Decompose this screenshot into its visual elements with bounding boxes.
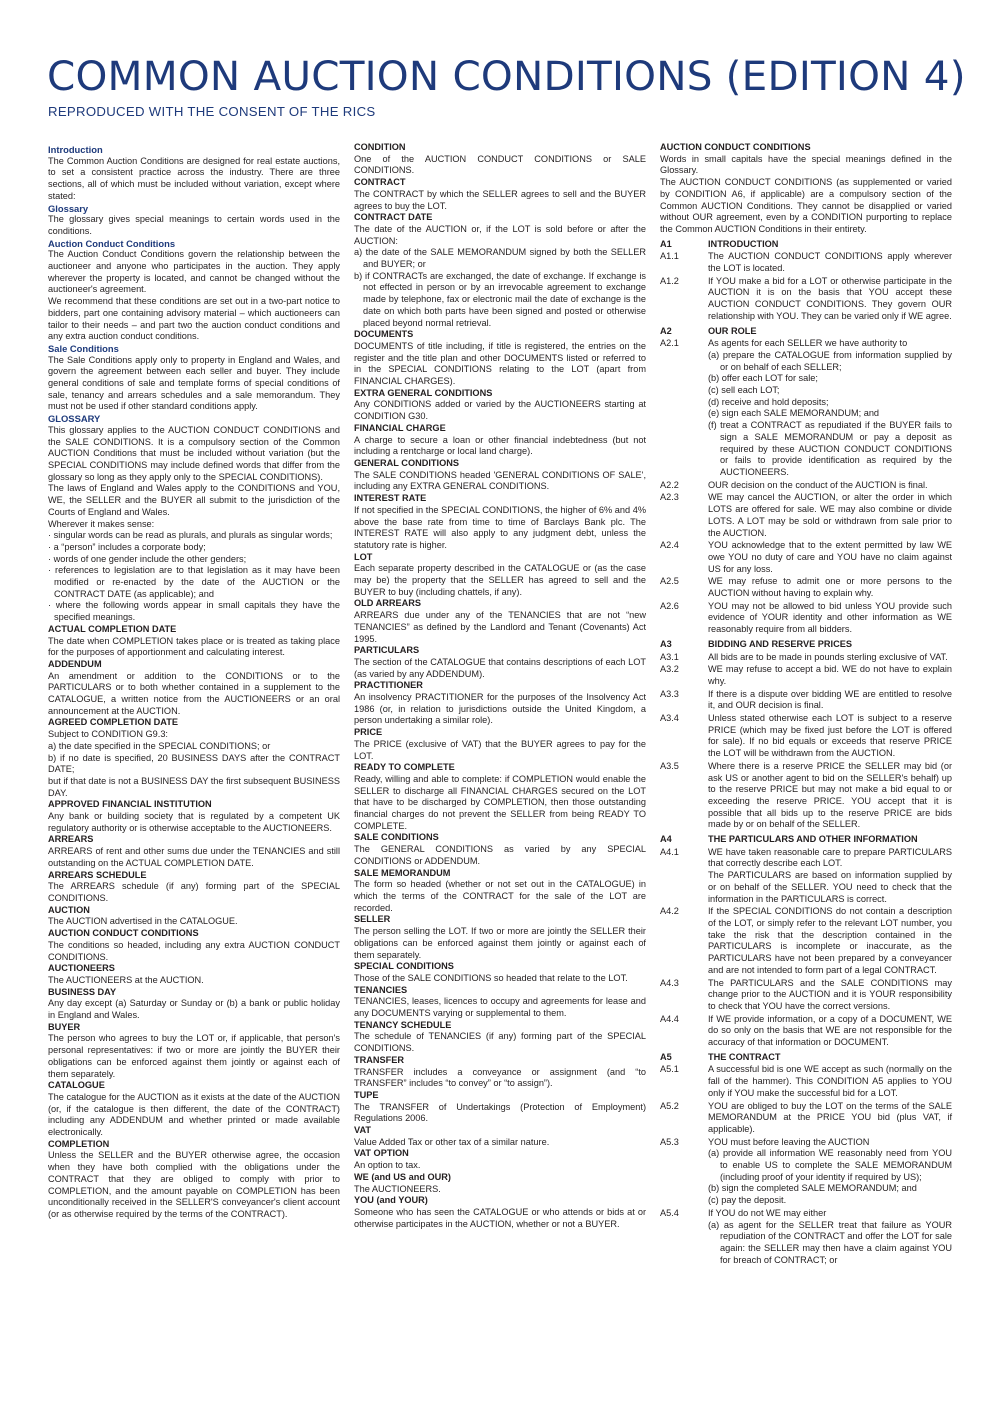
clause (660, 576, 952, 599)
glossary-definition: An amendment or addition to the CONDITIONS or to the PARTICULARS or to both whether contained in a supplement to the CATALOGUE, a written notice from the AUCTIONEERS or an oral announcement at the AUCTION. (48, 670, 340, 716)
clause (660, 761, 952, 831)
clause-number: A3.3 (660, 688, 679, 699)
clause-subitem: (d) receive and hold deposits; (708, 396, 829, 407)
clause-subitem: (b) offer each LOT for sale; (708, 373, 818, 384)
clause-text: If WE provide information, or a copy of a DOCUMENT, WE do so only on the basis that WE are not responsible for the accuracy of that information or DOCUMENT. (708, 1013, 952, 1048)
glossary-definition: Each separate property described in the CATALOGUE or (as the case may be) the property that the SELLER has agreed to sell and the BUYER to buy (including chattels, if any). (354, 563, 646, 597)
intro-acc-heading: Auction Conduct Conditions (48, 237, 176, 249)
page-title: COMMON AUCTION CONDITIONS (EDITION 4) (47, 52, 966, 100)
glossary-term: BUYER (48, 1021, 81, 1032)
clause-text: OUR ROLE (708, 325, 757, 336)
glossary-term: CONTRACT DATE (354, 212, 433, 223)
glossary-definition: Any day except (a) Saturday or Sunday or (b) a bank or public holiday in England and Wales. (48, 998, 340, 1021)
glossary-definition: The AUCTIONEERS at the AUCTION. (48, 974, 204, 985)
glossary-term: SALE MEMORANDUM (354, 867, 451, 878)
glossary-definition: ARREARS of rent and other sums due under the TENANCIES and still outstanding on the ACTUAL COMPLETION DATE. (48, 846, 340, 868)
glossary-definition-line: a) the date specified in the SPECIAL CONDITIONS; or (48, 740, 271, 751)
intro-acc-text: The Auction Conduct Conditions govern the relationship between the auctioneer and anyone who participates in the auction. They apply wherever the property is located, and cannot be changed without the auctioneer's agreement. (48, 249, 340, 295)
intro-sale-text: The Sale Conditions apply only to property in England and Wales, and govern the agreement between each seller and buyer. They include general conditions of sale and template forms of special conditions of sale, tenancy and arrears schedules and a sale memorandum. They must not be used if other standard conditions apply. (48, 354, 340, 412)
clause-text: THE PARTICULARS AND OTHER INFORMATION (708, 834, 918, 845)
glossary-term: CONDITION (354, 142, 406, 152)
glossary-term: AGREED COMPLETION DATE (48, 717, 178, 728)
clause (660, 713, 952, 760)
glossary-term: ACTUAL COMPLETION DATE (48, 623, 177, 634)
glossary-definition: The section of the CATALOGUE that contains descriptions of each LOT (as varied by any ADDENDUM). (354, 656, 646, 679)
glossary-definition: The person selling the LOT. If two or more are jointly the SELLER their obligations can be enforced against them jointly or against each of them separately. (354, 926, 646, 960)
clause (660, 652, 952, 664)
glossary-term: PARTICULARS (354, 645, 420, 656)
clause-number: A2.5 (660, 576, 679, 587)
glossary-definition: The conditions so headed, including any extra AUCTION CONDUCT CONDITIONS. (48, 939, 340, 962)
glossary-term: GENERAL CONDITIONS (354, 457, 459, 468)
glossary-term: TRANSFER (354, 1054, 405, 1065)
clause-subitem: (b) sign the completed SALE MEMORANDUM; and (708, 1183, 917, 1194)
glossary-term: ARREARS (48, 834, 94, 845)
clause-text: THE CONTRACT (708, 1051, 781, 1062)
clause (660, 978, 952, 1013)
clause-number: A2.1 (660, 338, 679, 349)
clause-subitem: (a) prepare the CATALOGUE from information supplied by or on behalf of each SELLER; (708, 349, 952, 372)
clause (660, 906, 952, 976)
glossary-definition: Any CONDITIONS added or varied by the AUCTIONEERS starting at CONDITION G30. (354, 399, 646, 422)
clause-number: A1.1 (660, 251, 679, 262)
glossary-term: TENANCY SCHEDULE (354, 1019, 452, 1030)
glossary-definition: TRANSFER includes a conveyance or assignment (and “to TRANSFER” includes “to convey” or “to assign”). (354, 1066, 646, 1089)
glossary-definition: Those of the SALE CONDITIONS so headed that relate to the LOT. (354, 972, 628, 983)
glossary-definition: The TRANSFER of Undertakings (Protection of Employment) Regulations 2006. (354, 1101, 646, 1124)
glossary-term: AUCTION (48, 904, 90, 915)
clause-number: A5.4 (660, 1207, 679, 1218)
clause (660, 847, 952, 870)
glossary-term: READY TO COMPLETE (354, 762, 455, 773)
clause-subitem: (f) treat a CONTRACT as repudiated if the BUYER fails to sign a SALE MEMORANDUM or pay a deposit as required by these AUCTION CONDUCT CONDITIONS or fails to provide identification as required by the AUCTIONEERS. (708, 420, 952, 477)
glossary-definition-line: b) if no date is specified, 20 BUSINESS DAYS after the CONTRACT DATE; (48, 752, 340, 775)
glossary-definition: If not specified in the SPECIAL CONDITIONS, the higher of 6% and 4% above the base rate from time to time of Barclays Bank plc. The INTEREST RATE will also apply to any judgment debt, unless the statutory rate is higher. (354, 504, 646, 550)
glossary-term: LOT (354, 551, 373, 562)
glossary-definition: The schedule of TENANCIES (if any) forming part of the SPECIAL CONDITIONS. (354, 1031, 646, 1054)
clause (660, 276, 952, 323)
clause-subitem: (e) sign each SALE MEMORANDUM; and (708, 408, 880, 419)
column-1 (48, 142, 340, 1221)
clause-text: The PARTICULARS and the SALE CONDITIONS may change prior to the AUCTION and it is YOUR responsibility to check that YOU have the correct versions. (708, 977, 952, 1011)
clause (660, 480, 952, 492)
glossary-term: ADDENDUM (48, 658, 102, 669)
clause (660, 601, 952, 636)
glossary-definition: The AUCTION advertised in the CATALOGUE. (48, 916, 238, 927)
clause (660, 1014, 952, 1049)
clause-text: Where there is a reserve PRICE the SELLER may bid (or ask US or another agent to bid on the SELLER's behalf) up to the reserve PRICE but may not make a bid equal to or exceeding the reserve PRICE. YOU accept that it is possible that all bids up to the reserve PRICE are bids made by or on behalf of the SELLER. (708, 760, 952, 830)
clause-number: A4.2 (660, 906, 679, 917)
clause-text: WE have taken reasonable care to prepare PARTICULARS that correctly describe each LOT. (708, 846, 952, 869)
glossary-definition: The ARREARS schedule (if any) forming part of the SPECIAL CONDITIONS. (48, 881, 340, 903)
clause-number: A4.4 (660, 1013, 679, 1024)
clause-number: A1 (660, 238, 672, 249)
glossary-definition: The PRICE (exclusive of VAT) that the BUYER agrees to pay for the LOT. (354, 738, 646, 761)
clause-text: As agents for each SELLER we have authority to (708, 338, 908, 349)
glossary-definition: Unless the SELLER and the BUYER otherwise agree, the occasion when they have both complied with the obligations under the CONTRACT that they are obliged to comply with prior to COMPLETION, and the amount payable on COMPLETION has been unconditionally received in the SELLER'S conveyancer's client account (or as otherwise required by the terms of the CONTRACT). (48, 1150, 340, 1219)
clause-text: All bids are to be made in pounds sterling exclusive of VAT. (708, 651, 948, 662)
intro-acc-text: We recommend that these conditions are set out in a two-part notice to bidders, part one containing advisory material – which auctioneers can tailor to their needs – and part two the auction conduct conditions and any extra auction conduct conditions. (48, 296, 340, 342)
glossary-definition: DOCUMENTS of title including, if title is registered, the entries on the register and the title plan and other DOCUMENTS listed or referred to in the SPECIAL CONDITIONS relating to the LOT (apart from FINANCIAL CHARGES). (354, 340, 646, 387)
glossary-bullet: · words of one gender include the other genders; (48, 553, 247, 564)
glossary-term: BUSINESS DAY (48, 986, 117, 997)
glossary-term: INTEREST RATE (354, 493, 427, 504)
glossary-definition: Someone who has seen the CATALOGUE or who attends or bids at or otherwise participates in the AUCTION, whether or not a BUYER. (354, 1206, 646, 1229)
glossary-definition: Any bank or building society that is regulated by a competent UK regulatory authority or is otherwise acceptable to the AUCTIONEERS. (48, 811, 340, 833)
clause-subitem: (c) sell each LOT; (708, 385, 780, 396)
glossary-definition: The date when COMPLETION takes place or is treated as taking place for the purposes of apportionment and calculating interest. (48, 635, 340, 658)
clause-number: A3.1 (660, 651, 679, 662)
glossary-definition: The catalogue for the AUCTION as it exists at the date of the AUCTION (or, if the catalogue is then different, the date of the CONTRACT) including any ADDENDUM and whether printed or made available electronically. (48, 1091, 340, 1138)
glossary-definition: The GENERAL CONDITIONS as varied by any SPECIAL CONDITIONS or ADDENDUM. (354, 844, 646, 866)
intro-glossary-text: The glossary gives special meanings to certain words used in the conditions. (48, 214, 340, 236)
clause-text: YOU are obliged to buy the LOT on the terms of the SALE MEMORANDUM at the PRICE YOU bid (plus VAT, if applicable). (708, 1100, 952, 1134)
intro-text: The Common Auction Conditions are designed for real estate auctions, to set a consistent practice across the industry. There are three sections, all of which must be included without variation, except where stated: (48, 155, 340, 201)
clause (660, 1064, 952, 1099)
clause-text: YOU acknowledge that to the extent permitted by law WE owe YOU no duty of care and YOU have no claim against US for any loss. (708, 540, 952, 574)
glossary-definition: The SALE CONDITIONS headed 'GENERAL CONDITIONS OF SALE', including any EXTRA GENERAL CONDITIONS. (354, 469, 646, 492)
glossary-term: SPECIAL CONDITIONS (354, 961, 454, 972)
clause (660, 1137, 952, 1149)
clause-number: A2.6 (660, 600, 679, 611)
clause-number: A4 (660, 834, 672, 845)
clause-text: If YOU make a bid for a LOT or otherwise participate in the AUCTION it is on the basis that YOU accept these AUCTION CONDUCT CONDITIONS. They govern OUR relationship with YOU. They can be varied only if WE agree. (708, 275, 952, 321)
column-2 (354, 142, 646, 1230)
glossary-definition: An insolvency PRACTITIONER for the purposes of the Insolvency Act 1986 (or, in relation to jurisdictions outside the United Kingdom, a person undertaking a similar role). (354, 692, 646, 726)
glossary-definition: One of the AUCTION CONDUCT CONDITIONS or SALE CONDITIONS. (354, 153, 646, 176)
clause (660, 251, 952, 274)
glossary-term: PRACTITIONER (354, 680, 423, 691)
glossary-definition: ARREARS due under any of the TENANCIES that are not “new TENANCIES” as defined by the Landlord and Tenant (Covenants) Act 1995. (354, 610, 646, 644)
glossary-terms-col1 (48, 624, 340, 1221)
glossary-term: VAT (354, 1125, 372, 1136)
clause-text: YOU may not be allowed to bid unless YOU provide such evidence of YOUR identity and other information as WE reasonably require from all bidders. (708, 600, 952, 635)
clause-text: The AUCTION CONDUCT CONDITIONS apply wherever the LOT is located. (708, 251, 952, 274)
clause-heading (660, 326, 952, 338)
glossary-paragraph: Wherever it makes sense: (48, 518, 155, 529)
glossary-definition: An option to tax. (354, 1160, 421, 1171)
clause-text: A successful bid is one WE accept as such (normally on the fall of the hammer). This CONDITION A5 applies to YOU only if YOU make the successful bid for a LOT. (708, 1064, 952, 1098)
clause-text: WE may refuse to accept a bid. WE do not have to explain why. (708, 664, 952, 686)
glossary-definition: A charge to secure a loan or other financial indebtedness (but not including a rentcharge or local land charge). (354, 434, 646, 457)
glossary-term: PRICE (354, 727, 383, 738)
glossary-term: APPROVED FINANCIAL INSTITUTION (48, 799, 212, 810)
clause-number: A3.4 (660, 713, 679, 724)
clause-number: A3 (660, 638, 672, 649)
clause-subitem: (a) provide all information WE reasonably need from YOU to enable US to complete the SALE MEMORANDUM (including proof of your identity if required by US); (708, 1148, 952, 1182)
glossary-term: CONTRACT (354, 177, 406, 188)
clause-text: BIDDING AND RESERVE PRICES (708, 638, 852, 649)
glossary-term: WE (and US and OUR) (354, 1171, 451, 1182)
clause-number: A2.2 (660, 479, 679, 490)
clause-number: A2.3 (660, 492, 679, 503)
clause-heading (660, 639, 952, 651)
glossary-term: AUCTION CONDUCT CONDITIONS (48, 928, 199, 939)
clause-number: A5.2 (660, 1100, 679, 1111)
clause-continuation: The PARTICULARS are based on information supplied by or on behalf of the SELLER. YOU need to check that the information in the PARTICULARS is correct. (708, 870, 952, 904)
clause-text: Unless stated otherwise each LOT is subject to a reserve PRICE (which may be fixed just before the LOT is offered for sale). If no bid equals or exceeds that reserve PRICE the LOT will be withdrawn from the AUCTION. (708, 713, 952, 759)
glossary-definition: Subject to CONDITION G9.3: (48, 729, 168, 740)
intro-sale-heading: Sale Conditions (48, 342, 119, 354)
glossary-terms-col2 (354, 142, 646, 1230)
glossary-bullet: · references to legislation are to that legislation as it may have been modified or re-enacted by the date of the AUCTION or the CONTRACT DATE (as applicable); and (48, 565, 340, 599)
glossary-definition: TENANCIES, leases, licences to occupy and agreements for lease and any DOCUMENTS varying or supplemental to them. (354, 996, 646, 1019)
conduct-paragraph: Words in small capitals have the special meanings defined in the Glossary. (660, 153, 952, 176)
glossary-term: YOU (and YOUR) (354, 1195, 428, 1206)
glossary-term: SALE CONDITIONS (354, 832, 439, 843)
glossary-term: OLD ARREARS (354, 598, 422, 609)
glossary-term: DOCUMENTS (354, 329, 414, 340)
glossary-term: TUPE (354, 1089, 379, 1100)
column-3 (660, 142, 952, 1266)
glossary-heading: GLOSSARY (48, 413, 101, 425)
glossary-definition: Ready, willing and able to complete: if COMPLETION would enable the SELLER to discharge all FINANCIAL CHARGES secured on the LOT that have to be discharged by COMPLETION, then those outstanding financial charges do not prevent the SELLER from being READY TO COMPLETE. (354, 773, 646, 831)
glossary-definition: Value Added Tax or other tax of a similar nature. (354, 1136, 550, 1147)
clause-heading (660, 239, 952, 251)
clause-number: A3.2 (660, 664, 679, 675)
glossary-term: TENANCIES (354, 984, 408, 995)
clause (660, 492, 952, 539)
glossary-term: ARREARS SCHEDULE (48, 869, 147, 880)
clause-text: INTRODUCTION (708, 238, 779, 249)
glossary-definition-item: a) the date of the SALE MEMORANDUM signed by both the SELLER and BUYER; or (354, 247, 646, 270)
glossary-term: EXTRA GENERAL CONDITIONS (354, 387, 493, 398)
glossary-term: SELLER (354, 914, 391, 925)
glossary-definition-item: b) if CONTRACTs are exchanged, the date of exchange. If exchange is not effected in person or by an irrevocable agreement to exchange made by telephone, fax or electronic mail the date of exchange is the date on which both parts have been signed and posted or otherwise placed beyond normal retrieval. (354, 270, 646, 328)
glossary-definition: The date of the AUCTION or, if the LOT is sold before or after the AUCTION: (354, 223, 646, 246)
clause-heading (660, 1052, 952, 1064)
glossary-definition: The AUCTIONEERS. (354, 1183, 441, 1194)
clause (660, 689, 952, 712)
clause-text: If there is a dispute over bidding WE are entitled to resolve it, and OUR decision is final. (708, 688, 952, 711)
intro-heading: Introduction (48, 144, 103, 155)
clause-text: YOU must before leaving the AUCTION (708, 1136, 870, 1147)
clause-number: A5.3 (660, 1136, 679, 1147)
glossary-term: COMPLETION (48, 1138, 110, 1149)
glossary-bullet: · where the following words appear in small capitals they have the specified meanings. (48, 600, 340, 623)
clause-number: A1.2 (660, 275, 679, 286)
glossary-bullet-list (48, 530, 340, 624)
clause (660, 338, 952, 350)
clause (660, 1101, 952, 1136)
conduct-paragraph: The AUCTION CONDUCT CONDITIONS (as supplemented or varied by CONDITION A6, if applicable) are a compulsory section of the Common AUCTION Conditions. They cannot be disapplied or varied without OUR agreement, even by a CONDITION purporting to replace the Common AUCTION Conditions in their entirety. (660, 177, 952, 234)
glossary-term: VAT OPTION (354, 1148, 409, 1159)
clause-text: WE may refuse to admit one or more persons to the AUCTION without having to explain why. (708, 576, 952, 599)
clause-heading (660, 834, 952, 846)
conduct-clauses (660, 239, 952, 1267)
glossary-definition: The CONTRACT by which the SELLER agrees to sell and the BUYER agrees to buy the LOT. (354, 188, 646, 211)
glossary-bullet: · a “person” includes a corporate body; (48, 541, 206, 552)
clause-number: A5 (660, 1051, 672, 1062)
glossary-term: AUCTIONEERS (48, 963, 115, 974)
glossary-definition: The person who agrees to buy the LOT or, if applicable, that person's personal representatives: if two or more are jointly the BUYER their obligations can be enforced against them jointly or against each of them separately. (48, 1033, 340, 1079)
clause (660, 540, 952, 575)
glossary-paragraph: The laws of England and Wales apply to the CONDITIONS and YOU, WE, the SELLER and the BUYER all submit to the jurisdiction of the Courts of England and Wales. (48, 483, 340, 517)
glossary-term: CATALOGUE (48, 1080, 105, 1091)
conduct-heading: AUCTION CONDUCT CONDITIONS (660, 142, 811, 152)
intro-glossary-heading: Glossary (48, 202, 89, 214)
clause-number: A4.1 (660, 846, 679, 857)
clause-subitem: (c) pay the deposit. (708, 1195, 787, 1206)
clause-number: A3.5 (660, 760, 679, 771)
clause-text: If YOU do not WE may either (708, 1207, 827, 1218)
clause-text: OUR decision on the conduct of the AUCTION is final. (708, 479, 928, 490)
clause-subitem: (a) as agent for the SELLER treat that failure as YOUR repudiation of the CONTRACT and offer the LOT for sale again: the SELLER may then have a claim against YOU for breach of CONTRACT; or (708, 1219, 952, 1265)
clause (660, 1208, 952, 1220)
clause-text: WE may cancel the AUCTION, or alter the order in which LOTS are offered for sale. WE may also combine or divide LOTS. A LOT may be sold or withdrawn from sale prior to the AUCTION. (708, 492, 952, 538)
page-subtitle: REPRODUCED WITH THE CONSENT OF THE RICS (48, 104, 376, 119)
clause-number: A4.3 (660, 977, 679, 988)
clause (660, 664, 952, 687)
clause-number: A5.1 (660, 1064, 679, 1075)
clause-number: A2.4 (660, 540, 679, 551)
glossary-term: FINANCIAL CHARGE (354, 422, 446, 433)
clause-number: A2 (660, 325, 672, 336)
glossary-definition-line: but if that date is not a BUSINESS DAY the first subsequent BUSINESS DAY. (48, 775, 340, 798)
glossary-paragraph: This glossary applies to the AUCTION CONDUCT CONDITIONS and the SALE CONDITIONS. It is a compulsory section of the Common AUCTION Conditions that must be included without variation (but the SPECIAL CONDITIONS may include defined words that differ from the glossary so long as they apply only to the SPECIAL CONDITIONS). (48, 424, 340, 482)
glossary-definition: The form so headed (whether or not set out in the CATALOGUE) in which the terms of the CONTRACT for the sale of the LOT are recorded. (354, 879, 646, 913)
clause-text: If the SPECIAL CONDITIONS do not contain a description of the LOT, or simply refer to the relevant LOT number, you take the risk that the description contained in the PARTICULARS is incomplete or inaccurate, as the PARTICULARS have not been prepared by a conveyancer and are not intended to form part of a legal CONTRACT. (708, 906, 952, 975)
glossary-bullet: · singular words can be read as plurals, and plurals as singular words; (48, 530, 333, 541)
